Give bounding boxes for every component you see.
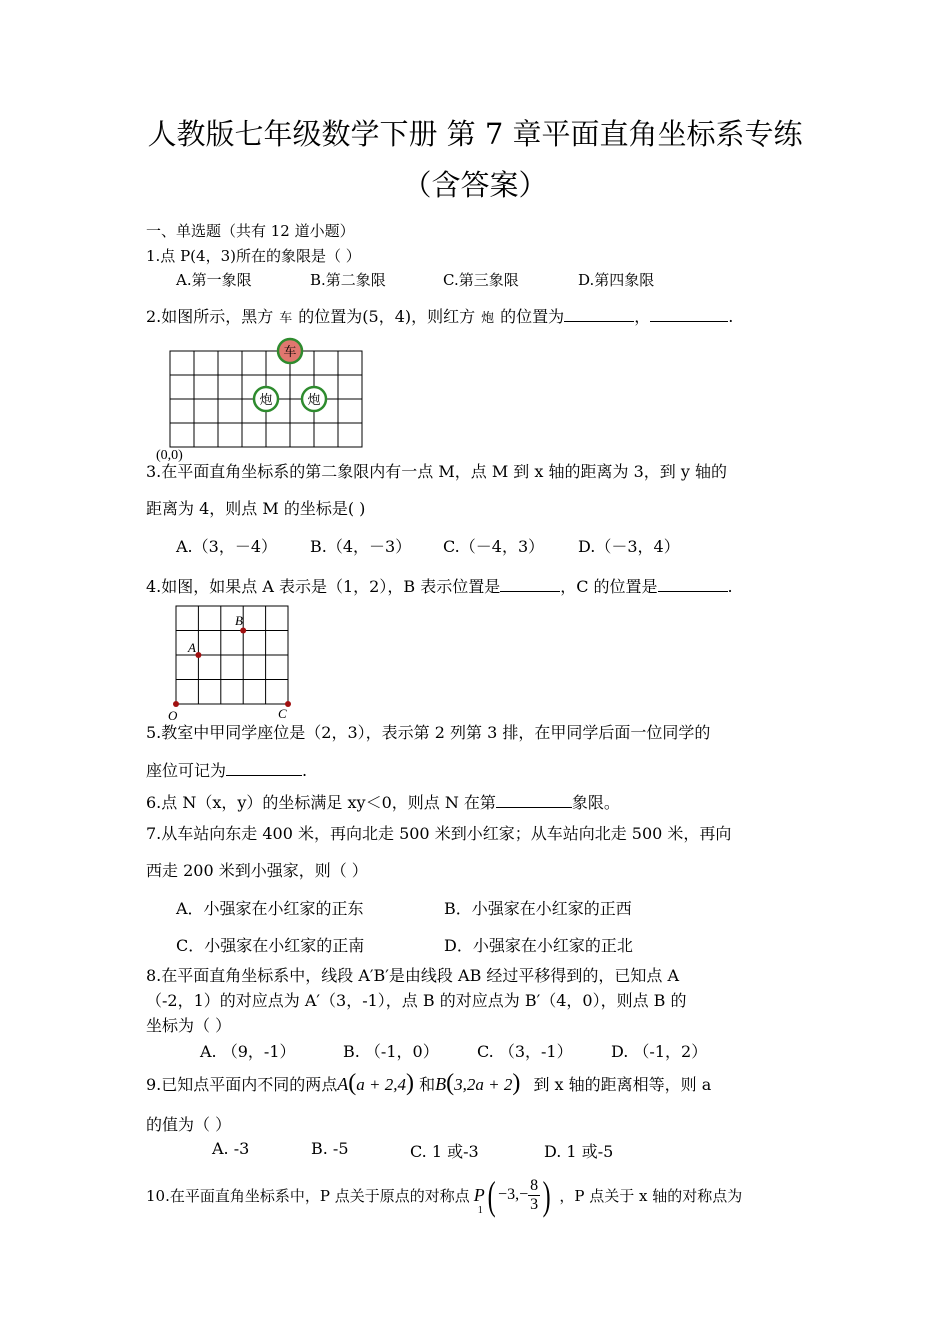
page-title: 人教版七年级数学下册 第 7 章平面直角坐标系专练 xyxy=(147,117,803,151)
q2-origin-label: (0,0) xyxy=(156,448,183,463)
q4-label-o: O xyxy=(168,708,178,723)
q4-label-c: C xyxy=(278,706,287,721)
q4-label-a: A xyxy=(188,640,196,655)
q4-point-a xyxy=(195,652,201,658)
q7-option-c: C．小强家在小红家的正南 xyxy=(176,936,365,955)
q3-option-d: D.（－3，4） xyxy=(578,537,680,556)
q5-answer-blank xyxy=(226,759,302,776)
q6-stem: 6.点 N（x，y）的坐标满足 xy＜0，则点 N 在第 象限。 xyxy=(146,793,620,812)
svg-text:车: 车 xyxy=(283,345,297,360)
q4-label-b: B xyxy=(235,613,243,628)
q4-answer-blank-2 xyxy=(658,575,728,592)
page-subtitle: （含答案） xyxy=(402,168,548,202)
q8-option-b: B. （-1，0） xyxy=(343,1042,439,1061)
q3-option-b: B.（4，－3） xyxy=(310,537,412,556)
q5-line1: 5.教室中甲同学座位是（2，3），表示第 2 列第 3 排，在甲同学后面一位同学的 xyxy=(146,723,711,742)
svg-text:炮: 炮 xyxy=(259,393,273,408)
q1-stem: 1.点 P(4，3)所在的象限是（ ） xyxy=(146,247,361,265)
q10-line1: 10.在平面直角坐标系中，P 点关于原点的对称点 P 1 ( −3,− $\frac{8}{3}$ ) ，P 点关于 x 轴的对称点为 xyxy=(146,1172,743,1218)
q1-option-b: B.第二象限 xyxy=(310,271,386,289)
q4-point-b xyxy=(240,628,246,634)
q8-option-c: C. （3，-1） xyxy=(477,1042,573,1061)
q4-answer-blank-1 xyxy=(500,575,560,592)
q3-line1: 3.在平面直角坐标系的第二象限内有一点 M，点 M 到 x 轴的距离为 3，到 y 轴的 xyxy=(146,462,727,481)
q2-che-piece xyxy=(278,339,302,363)
q10-fraction: $\frac{8}{3}$ xyxy=(530,1176,539,1213)
q3-line2: 距离为 4，则点 M 的坐标是( ) xyxy=(146,499,366,518)
q9-point-a: A xyxy=(337,1074,349,1094)
q7-line1: 7.从车站向东走 400 米，再向北走 500 米到小红家；从车站向北走 500 米，再向 xyxy=(146,824,732,843)
section-heading: 一、单选题（共有 12 道小题） xyxy=(146,222,355,240)
q5-line2: 座位可记为 . xyxy=(146,761,308,780)
q6-answer-blank xyxy=(496,791,572,808)
q4-stem: 4.如图，如果点 A 表示是（1，2），B 表示位置是 ，C 的位置是 . xyxy=(146,577,733,596)
q1-option-d: D.第四象限 xyxy=(578,271,655,289)
q3-option-a: A.（3，－4） xyxy=(176,537,278,556)
q2-pao-piece-right xyxy=(302,387,326,411)
q2-pao-piece-left xyxy=(254,387,278,411)
q1-option-a: A.第一象限 xyxy=(176,271,252,289)
q9-line1: 9.已知点平面内不同的两点A(a + 2,4) 和B(3,2a + 2) 到 x 轴的距离相等，则 a xyxy=(146,1070,712,1096)
q2-stem: 2.如图所示，黑方 车 的位置为(5，4)，则红方 炮 的位置为 ， . xyxy=(146,307,734,326)
q2-answer-blank-1 xyxy=(564,305,634,322)
q7-option-d: D．小强家在小红家的正北 xyxy=(444,936,633,955)
q2-answer-blank-2 xyxy=(650,305,728,322)
q1-option-c: C.第三象限 xyxy=(443,271,519,289)
q2-che-inline: 车 xyxy=(279,311,293,326)
q9-point-b: B xyxy=(435,1074,447,1094)
q8-line2: （-2，1）的对应点为 A′（3，-1），点 B 的对应点为 B′（4，0），则点 B 的 xyxy=(146,991,687,1010)
q8-line1: 8.在平面直角坐标系中，线段 A′B′是由线段 AB 经过平移得到的，已知点 A xyxy=(146,966,680,985)
q3-option-c: C.（－4，3） xyxy=(443,537,545,556)
svg-text:炮: 炮 xyxy=(307,393,321,408)
q9-option-c: C. 1 或-3 xyxy=(410,1142,479,1161)
q4-grid xyxy=(176,606,288,704)
q2-board-figure xyxy=(150,335,380,463)
q2-pao-inline: 炮 xyxy=(481,311,495,326)
q9-option-b: B. -5 xyxy=(311,1139,349,1158)
q8-line3: 坐标为（ ） xyxy=(146,1016,232,1035)
q9-option-d: D. 1 或-5 xyxy=(544,1142,614,1161)
q9-line2: 的值为（ ） xyxy=(146,1115,232,1134)
q4-grid-figure xyxy=(160,600,300,725)
q10-point-p1: P 1 xyxy=(473,1184,485,1216)
q4-point-o xyxy=(173,701,179,707)
q8-option-d: D. （-1，2） xyxy=(611,1042,708,1061)
q9-option-a: A. -3 xyxy=(212,1139,250,1158)
q7-option-b: B．小强家在小红家的正西 xyxy=(444,899,632,918)
q8-option-a: A. （9，-1） xyxy=(200,1042,296,1061)
q7-option-a: A．小强家在小红家的正东 xyxy=(176,899,364,918)
q7-line2: 西走 200 米到小强家，则（ ） xyxy=(146,861,368,880)
